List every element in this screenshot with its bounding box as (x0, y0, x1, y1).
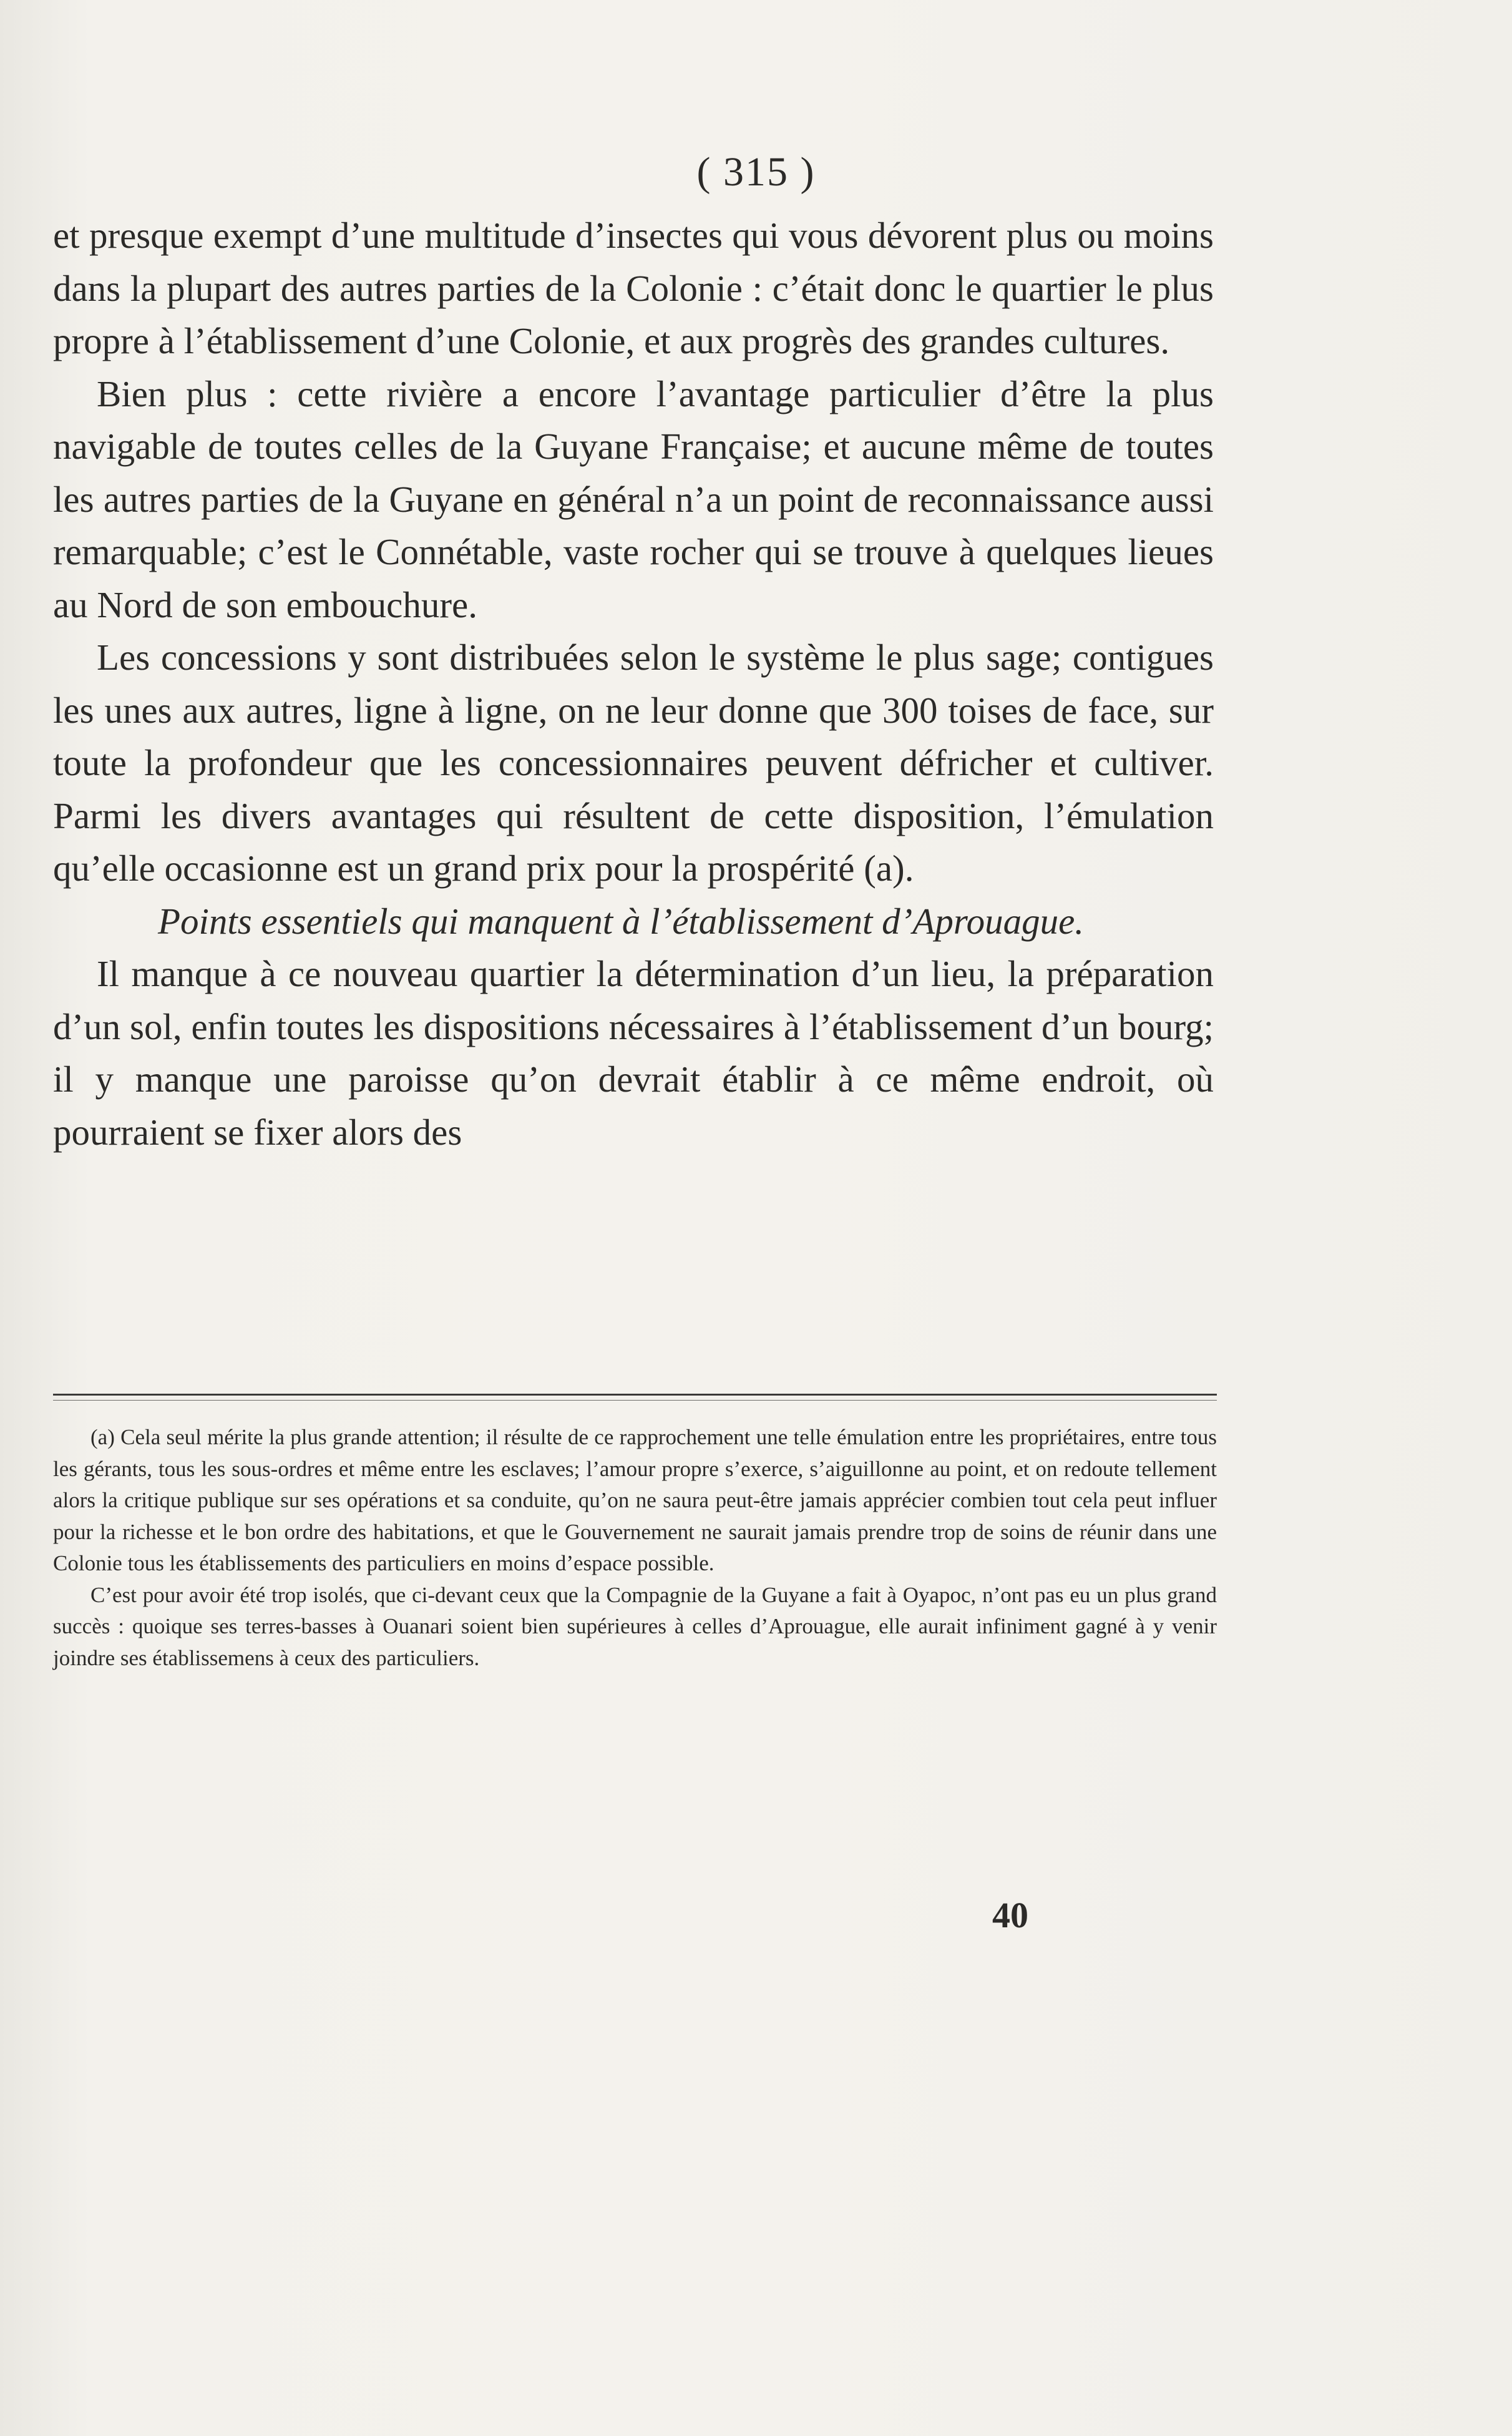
paragraph: Bien plus : cette rivière a encore l’avantage particulier d’être la plus navigable de toutes celles de la Guyane Française; et aucune même de toutes les autres parties de la Guyane en général n’a un point de reconnaissance aussi remarquable; c’est le Connétable, vaste rocher qui se trouve à quelques lieues au Nord de son embouchure. (53, 373, 1214, 625)
paragraph: et presque exempt d’une multitude d’insectes qui vous dévorent plus ou moins dans la plupart des autres parties de la Colonie : c’était donc le quartier le plus propre à l’établissement d’une Colonie, et aux progrès des grandes cultures. (53, 215, 1214, 361)
footnotes (53, 1422, 1217, 1674)
paragraph: Il manque à ce nouveau quartier la détermination d’un lieu, la préparation d’un sol, enfin toutes les dispositions nécessaires à l’établissement d’un bourg; il y manque une paroisse qu’on devrait établir à ce même endroit, où pourraient se fixer alors des (53, 953, 1214, 1153)
page-number: ( 315 ) (696, 149, 816, 195)
footnote-divider (53, 1394, 1217, 1396)
paragraph: Les concessions y sont distribuées selon le système le plus sage; contigues les unes aux autres, ligne à ligne, on ne leur donne que 300 toises de face, sur toute la profondeur que les concessionnaires peuvent défricher et cultiver. Parmi les divers avantages qui résultent de cette disposition, l’émulation qu’elle occasionne est un grand prix pour la prospérité (a). (53, 637, 1214, 889)
section-heading: Points essentiels qui manquent à l’établissement d’Aprouague. (157, 900, 1085, 942)
footnote: C’est pour avoir été trop isolés, que ci-devant ceux que la Compagnie de la Guyane a fait à Oyapoc, n’ont pas eu un plus grand succès : quoique ses terres-basses à Ouanari soient bien supérieures à celles d’Aprouague, elle aurait infiniment gagné à y venir joindre ses établissemens à ceux des particuliers. (53, 1582, 1217, 1670)
main-text (53, 209, 1214, 1158)
footnote-divider-thin (53, 1400, 1217, 1401)
footnote: (a) Cela seul mérite la plus grande attention; il résulte de ce rapprochement une telle émulation entre les propriétaires, entre tous les gérants, tous les sous-ordres et même entre les esclaves; l’amour propre s’exerce, s’aiguillonne au point, et on redoute tellement alors la critique publique sur ses opérations et sa conduite, qu’on ne saura peut-être jamais apprécier combien tout cela peut influer pour la richesse et le bon ordre des habitations, et que le Gouvernement ne saurait jamais prendre trop de soins de réunir dans une Colonie tous les établissements des particuliers en moins d’espace possible. (53, 1425, 1217, 1575)
signature-mark: 40 (992, 1895, 1028, 1935)
